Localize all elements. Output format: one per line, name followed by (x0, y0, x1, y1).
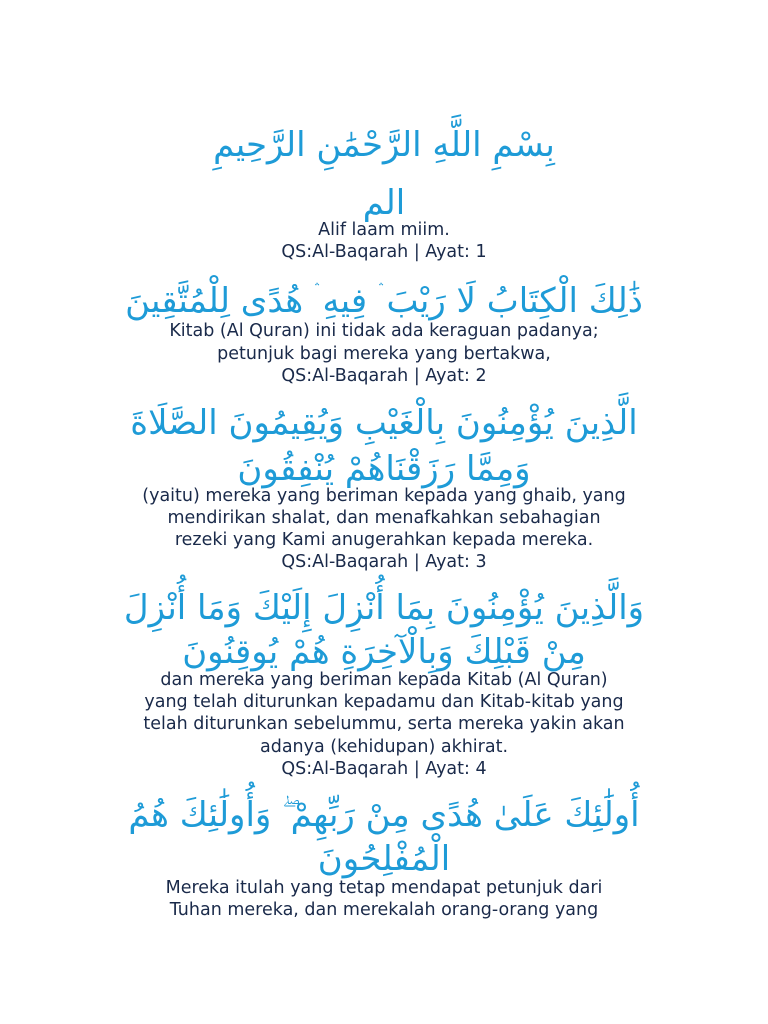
verse-4-arabic-line: وَالَّذِينَ يُؤْمِنُونَ بِمَا أُنْزِلَ إِلَيْكَ وَمَا أُنْزِلَ (123, 588, 645, 628)
verse-3-translation-line: rezeki yang Kami anugerahkan kepada mereka. (174, 530, 594, 550)
verse-4-translation-line: telah diturunkan sebelummu, serta mereka yakin akan (143, 714, 625, 734)
verse-5-translation-line: Tuhan mereka, dan merekalah orang-orang yang (169, 900, 599, 920)
verse-5-arabic-line: أُولَٰئِكَ عَلَىٰ هُدًى مِنْ رَبِّهِمْ ۖ وَأُولَٰئِكَ هُمُ (128, 795, 640, 835)
verse-2-translation-line: petunjuk bagi mereka yang bertakwa, (217, 344, 551, 364)
verse-5-arabic-line: الْمُفْلِحُونَ (317, 839, 451, 879)
verse-4-reference: QS:Al-Baqarah | Ayat: 4 (281, 759, 487, 779)
verse-4-translation-line: adanya (kehidupan) akhirat. (259, 737, 509, 757)
verse-1-arabic-line: الم (362, 183, 406, 223)
verse-3-translation-line: mendirikan shalat, dan menafkahkan sebahagian (167, 508, 601, 528)
verse-2-translation-line: Kitab (Al Quran) ini tidak ada keraguan padanya; (169, 321, 599, 341)
verse-3-arabic-line: الَّذِينَ يُؤْمِنُونَ بِالْغَيْبِ وَيُقِيمُونَ الصَّلَاةَ (130, 403, 638, 443)
verse-5-translation-line: Mereka itulah yang tetap mendapat petunjuk dari (165, 878, 603, 898)
verse-4-translation-line: yang telah diturunkan kepadamu dan Kitab-kitab yang (144, 692, 624, 712)
verse-2-arabic-line: ذَٰلِكَ الْكِتَابُ لَا رَيْبَ ۛ فِيهِ ۛ هُدًى لِلْمُتَّقِينَ (125, 281, 643, 321)
basmalah: بِسْمِ اللَّهِ الرَّحْمَٰنِ الرَّحِيمِ (213, 125, 555, 165)
verse-3-arabic-line: وَمِمَّا رَزَقْنَاهُمْ يُنْفِقُونَ (237, 449, 531, 489)
verse-4-translation-line: dan mereka yang beriman kepada Kitab (Al Quran) (160, 670, 608, 690)
verse-1-translation-line: Alif laam miim. (318, 220, 450, 240)
verse-3-reference: QS:Al-Baqarah | Ayat: 3 (281, 552, 487, 572)
verse-1-reference: QS:Al-Baqarah | Ayat: 1 (281, 242, 487, 262)
verse-4-arabic-line: مِنْ قَبْلِكَ وَبِالْآخِرَةِ هُمْ يُوقِنُونَ (182, 632, 586, 672)
verse-3-translation-line: (yaitu) mereka yang beriman kepada yang ghaib, yang (142, 486, 626, 506)
verse-2-reference: QS:Al-Baqarah | Ayat: 2 (281, 366, 487, 386)
